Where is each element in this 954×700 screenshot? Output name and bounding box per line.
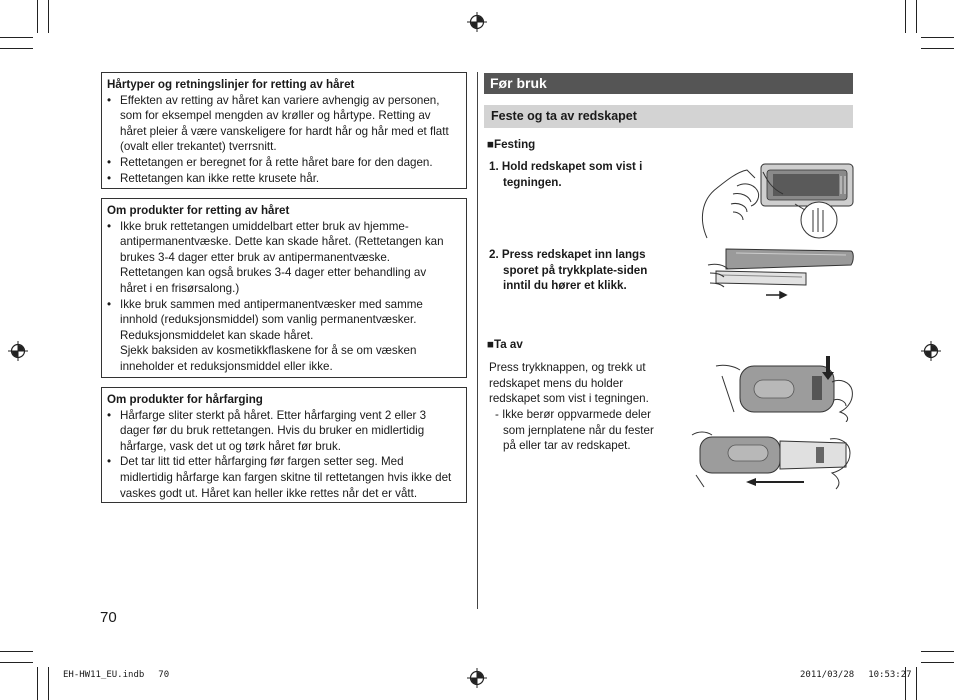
registration-mark-icon bbox=[8, 341, 28, 361]
taav-note: - Ikke berør oppvarmede deler som jernplatene når du fester på eller tar av redskapet. bbox=[495, 408, 654, 453]
crop-mark bbox=[0, 37, 33, 38]
crop-mark bbox=[48, 667, 49, 700]
crop-mark bbox=[0, 48, 33, 49]
list-item: • Det tar litt tid etter hårfarging før fargen setter seg. Med midlertidig hårfarge kan fargen skitne til rettetangen hvis ikke det vaskes godt ut. Håret kan heller ikke rettes når det er vått. bbox=[107, 454, 461, 501]
step-1: 1. Hold redskapet som vist i tegningen. bbox=[489, 160, 643, 189]
subsection-header: Feste og ta av redskapet bbox=[484, 105, 853, 128]
taav-label: ■Ta av bbox=[487, 338, 523, 351]
attachment-slide-on-illustration bbox=[706, 243, 856, 301]
registration-mark-icon bbox=[921, 341, 941, 361]
page-number: 70 bbox=[100, 609, 117, 626]
footer-timestamp: 2011/03/28 10:53:27 bbox=[800, 670, 912, 680]
section-header: Før bruk bbox=[484, 73, 853, 94]
column-divider bbox=[477, 72, 478, 609]
list-item: • Rettetangen kan ikke rette krusete hår. bbox=[107, 171, 461, 187]
box-title: Om produkter for hårfarging bbox=[107, 393, 263, 406]
crop-mark bbox=[921, 48, 954, 49]
pull-off-illustration bbox=[690, 427, 854, 493]
crop-mark bbox=[921, 37, 954, 38]
list-item: • Ikke bruk rettetangen umiddelbart etter bruk av hjemme- antipermanentvæske. Dette kan skade håret. (Rettetangen kan brukes 3-4 dager etter bruk av antipermanentvæske. Rettetangen kan også brukes 3-4 dager etter behandling av håret i en frisørsalong.) bbox=[107, 219, 461, 297]
crop-mark bbox=[0, 662, 33, 663]
crop-mark bbox=[916, 0, 917, 33]
registration-mark-icon bbox=[467, 668, 487, 688]
step-2: 2. Press redskapet inn langs sporet på trykkplate-siden inntil du hører et klikk. bbox=[489, 248, 648, 293]
box-title: Om produkter for retting av håret bbox=[107, 204, 290, 217]
festing-label: ■Festing bbox=[487, 138, 536, 151]
info-box-hair-coloring bbox=[101, 387, 467, 503]
taav-instructions: Press trykknappen, og trekk ut redskapet mens du holder redskapet som vist i tegningen. bbox=[489, 361, 649, 406]
crop-mark bbox=[905, 0, 906, 33]
crop-mark bbox=[37, 0, 38, 33]
footer-file: EH-HW11_EU.indb 70 bbox=[63, 670, 170, 680]
crop-mark bbox=[37, 667, 38, 700]
crop-mark bbox=[921, 651, 954, 652]
list-item: • Hårfarge sliter sterkt på håret. Etter hårfarging vent 2 eller 3 dager før du bruk rettetangen. Hvis du bruker en midlertidig hårfarge, vask det ut og tørk håret før bruk. bbox=[107, 408, 461, 455]
square-bullet-icon: ■ bbox=[487, 338, 495, 351]
info-box-straightening-products bbox=[101, 198, 467, 378]
info-box-hair-types bbox=[101, 72, 467, 189]
list-item: • Effekten av retting av håret kan variere avhengig av personen, som for eksempel mengden av krøller og hårtype. Retting av håret pleier å være vanskeligere for hardt hår og hår med et flatt (ovalt eller trekantet) tverrsnitt. bbox=[107, 93, 461, 155]
square-bullet-icon: ■ bbox=[487, 138, 495, 151]
list-item: • Rettetangen er beregnet for å rette håret bare for den dagen. bbox=[107, 155, 461, 171]
crop-mark bbox=[48, 0, 49, 33]
list-item: • Ikke bruk sammen med antipermanentvæsker med samme innhold (reduksjonsmiddel) som vanlig permanentvæsker. Reduksjonsmiddelet kan skade håret. Sjekk baksiden av kosmetikkflaskene for å se om væsken inneholder et reduksjonsmiddel eller ikke. bbox=[107, 297, 461, 375]
crop-mark bbox=[0, 651, 33, 652]
crop-mark bbox=[916, 667, 917, 700]
crop-mark bbox=[921, 662, 954, 663]
attachment-hold-illustration bbox=[697, 160, 855, 242]
registration-mark-icon bbox=[467, 12, 487, 32]
box-title: Hårtyper og retningslinjer for retting av håret bbox=[107, 78, 355, 91]
press-button-illustration bbox=[712, 356, 856, 422]
